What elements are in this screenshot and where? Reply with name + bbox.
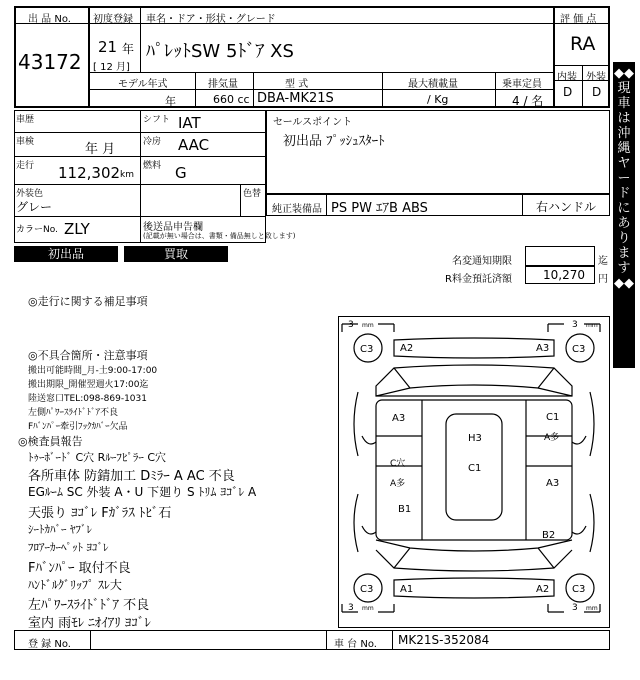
tire-depth-rear-right: 3: [572, 603, 578, 613]
car-description-label: 車名・ドア・形状・グレード: [146, 14, 276, 25]
equipment-value: PS PW ｴｱB ABS: [331, 201, 428, 216]
name-change-box: [525, 246, 595, 266]
first-registration-month: [ 12 月]: [93, 62, 130, 73]
shift-value: IAT: [178, 114, 201, 132]
car-name: ﾊﾟﾚｯﾄSW 5ﾄﾞｱ XS: [146, 41, 294, 62]
recycle-fee-unit: 円: [598, 274, 608, 285]
color-no: ZLY: [64, 220, 90, 238]
tire-depth-unit: mm: [586, 322, 598, 329]
after-delivery-label: 後送品申告欄: [143, 222, 203, 233]
max-load: / Kg: [427, 93, 449, 106]
mark-front-left-corner: C3: [360, 344, 374, 355]
mark-roof-1: H3: [468, 433, 482, 444]
car-damage-diagram: [338, 316, 610, 628]
mileage-unit: km: [120, 170, 134, 180]
model-type: DBA-MK21S: [257, 91, 334, 106]
note-line: Fﾊﾞﾝﾊﾟｰ牽引ﾌｯｸｶﾊﾞｰ欠品: [28, 422, 128, 432]
equipment-label: 純正装備品: [272, 204, 322, 215]
registration-no-label: 登 録 No.: [28, 639, 71, 650]
inspector-line: ﾊﾝﾄﾞﾙｸﾞﾘｯﾌﾟ ｽﾚ大: [28, 578, 122, 592]
mileage-label: 走行: [16, 161, 35, 171]
mark-left-rear: B1: [398, 504, 412, 515]
mark-front-right-corner: C3: [572, 344, 586, 355]
tire-depth-unit: mm: [586, 605, 598, 612]
after-delivery-note: (記載が無い場合は、書類・備品無しと致します): [143, 232, 296, 240]
note-line: 左側ﾊﾟﾜｰｽﾗｲﾄﾞﾄﾞｱ不良: [28, 408, 119, 418]
driving-notes-header: ◎走行に関する補足事項: [28, 295, 148, 308]
displacement-value: 660 cc: [213, 93, 250, 106]
inspection-value: 年 月: [85, 142, 116, 157]
fuel-value: G: [175, 164, 187, 182]
name-change-label: 名変通知期限: [452, 256, 512, 267]
inspector-line: 天張り ﾖｺﾞﾚ Fｶﾞﾗｽ ﾄﾋﾞ石: [28, 506, 172, 521]
ac-value: AAC: [178, 136, 210, 154]
passenger-capacity: 4 / 名: [512, 94, 544, 108]
recycle-fee-value: 10,270: [543, 268, 585, 282]
mark-left-rear-door-1: C穴: [390, 459, 406, 469]
name-change-unit: 迄: [598, 256, 608, 267]
lot-no-label: 出 品 No.: [28, 14, 71, 25]
year-unit: 年: [122, 42, 135, 56]
lot-number: 43172: [18, 50, 82, 74]
capacity-label: 乗車定員: [502, 79, 542, 90]
chassis-no-label: 車 台 No.: [334, 639, 377, 650]
interior-grade-label: 内装: [557, 72, 577, 83]
color-no-label: カラーNo.: [16, 225, 58, 235]
first-listing-badge: 初出品: [14, 246, 118, 262]
inspector-line: 各所車体 防錆加工 Dﾐﾗｰ A AC 不良: [28, 469, 235, 484]
ac-label: 冷房: [143, 137, 162, 147]
tire-depth-rear-left: 3: [348, 603, 354, 613]
mark-left-front-door: A3: [392, 413, 406, 424]
tire-depth-unit: mm: [362, 605, 374, 612]
footer-frame: [14, 630, 610, 650]
model-year-label: モデル年式: [118, 79, 168, 90]
mark-rear-right-corner: C3: [572, 584, 586, 595]
shift-label: シフト: [143, 115, 171, 125]
inspector-line: EGﾙｰﾑ SC 外装 A・U 下廻り S ﾄﾘﾑ ﾖｺﾞﾚ A: [28, 485, 257, 499]
tire-depth-unit: mm: [362, 322, 374, 329]
inspector-line: 左ﾊﾟﾜｰｽﾗｲﾄﾞﾄﾞｱ 不良: [28, 598, 150, 613]
note-line: 陸送窓口TEL:098-869-1031: [28, 394, 147, 404]
inspector-line: Fﾊﾞﾝﾊﾟｰ 取付不良: [28, 561, 131, 576]
note-line: 搬出期限_開催翌週火17:00迄: [28, 380, 149, 390]
chassis-number: MK21S-352084: [398, 633, 490, 647]
model-year-unit: 年: [165, 95, 176, 108]
exterior-grade: D: [592, 85, 602, 99]
note-line: 搬出可能時間_月-土9:00-17:00: [28, 366, 158, 376]
mark-front-bumper-right: A3: [536, 343, 550, 354]
tire-depth-front-left: 3: [348, 320, 354, 330]
inspector-line: ﾌﾛｱｰｶｰﾍﾟｯﾄ ﾖｺﾞﾚ: [28, 541, 109, 554]
inspector-line: ﾄｩｰﾎﾞｰﾄﾞ C穴 Rﾙｰﾌﾋﾟﾗｰ C穴: [28, 451, 166, 464]
max-load-label: 最大積載量: [408, 79, 458, 90]
inspector-line: ｼｰﾄｶﾊﾞｰ ﾔﾌﾞﾚ: [28, 523, 92, 536]
color-change-label: 色替: [243, 189, 262, 199]
mark-rear-bumper-right: A2: [536, 584, 550, 595]
recycle-fee-label: R料金預託済額: [445, 274, 512, 285]
interior-grade: D: [563, 85, 573, 99]
mark-rear-bumper-left: A1: [400, 584, 414, 595]
sales-point: 初出品 ﾌﾟｯｼｭｽﾀｰﾄ: [283, 134, 385, 149]
mark-right-rear-door: A3: [546, 478, 560, 489]
model-type-label: 型 式: [285, 79, 309, 90]
mark-right-front-door-1: C1: [546, 412, 560, 423]
grade-label: 評 価 点: [560, 14, 597, 25]
fuel-label: 燃料: [143, 161, 162, 171]
mark-roof-2: C1: [468, 463, 482, 474]
tire-depth-front-right: 3: [572, 320, 578, 330]
history-label: 車歴: [16, 115, 35, 125]
inspector-header: ◎検査員報告: [18, 435, 83, 448]
overall-grade: RA: [570, 33, 596, 55]
mark-front-bumper-left: A2: [400, 343, 414, 354]
defects-header: ◎不具合箇所・注意事項: [28, 349, 148, 362]
mileage-value: 112,302: [58, 164, 121, 182]
sales-point-label: セールスポイント: [273, 117, 353, 128]
first-registration-year: 21: [98, 38, 118, 56]
mark-left-rear-door-2: A多: [390, 479, 406, 489]
inspector-line: 室内 雨ﾓﾚ ﾆｵｲｱﾘ ﾖｺﾞﾚ: [28, 616, 151, 631]
first-registration-label: 初度登録: [93, 14, 133, 25]
location-notice-banner: ◆◆現車は沖縄ヤードにあります◆◆: [613, 62, 635, 368]
inspection-label: 車検: [16, 137, 35, 147]
mark-right-rear: B2: [542, 530, 556, 541]
exterior-grade-label: 外装: [586, 72, 606, 83]
exterior-color: グレー: [16, 200, 53, 214]
steering-position: 右ハンドル: [536, 200, 597, 214]
exterior-color-label: 外装色: [16, 189, 44, 199]
mark-rear-left-corner: C3: [360, 584, 374, 595]
purchase-badge: 買取: [124, 246, 228, 262]
mark-right-front-door-2: A多: [544, 433, 560, 443]
displacement-label: 排気量: [208, 79, 238, 90]
